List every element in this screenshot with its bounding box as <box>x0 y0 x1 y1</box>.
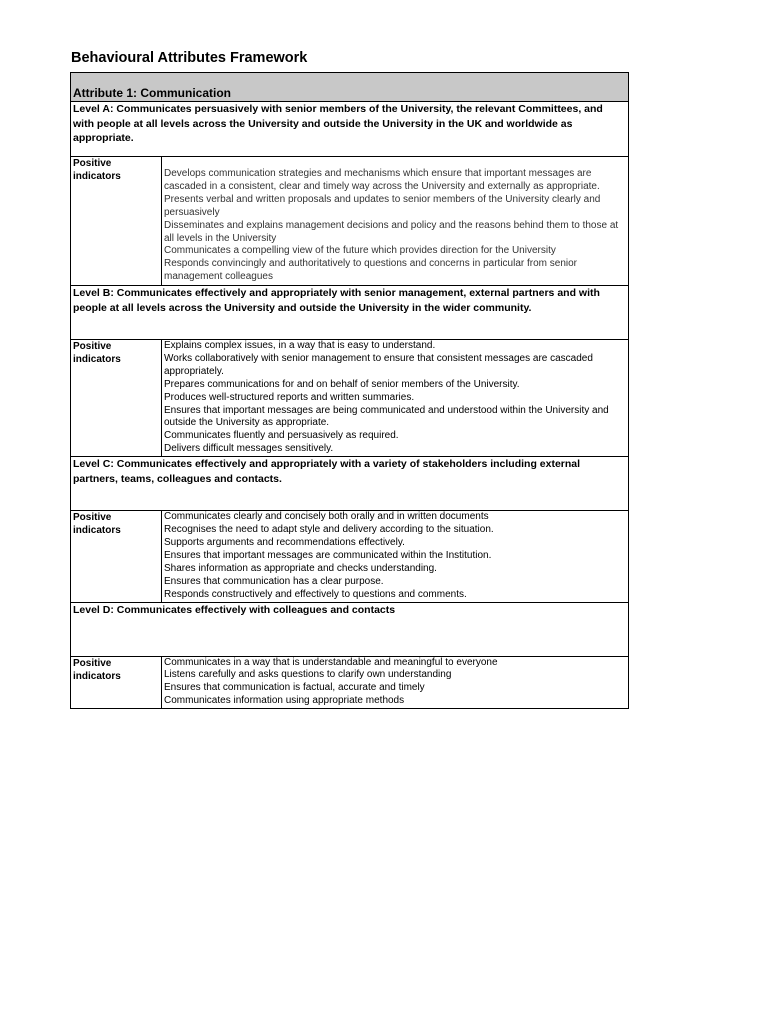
list-item: Presents verbal and written proposals and updates to senior members of the University clearly and persuasively <box>164 193 601 218</box>
list-item: Prepares communications for and on behalf of senior members of the University. <box>164 378 520 390</box>
level-row-b <box>71 286 629 340</box>
list-item: Ensures that important messages are being communicated and understood within the University and outside the University as appropriate. <box>164 404 609 429</box>
level-row-d <box>71 602 629 656</box>
list-item: Communicates information using appropriate methods <box>164 695 405 707</box>
list-item: Delivers difficult messages sensitively. <box>164 443 334 455</box>
list-item: Communicates fluently and persuasively as required. <box>164 430 399 442</box>
positive-indicators-label: Positive indicators <box>71 656 162 709</box>
level-row-a <box>71 102 629 157</box>
indicator-list <box>162 511 629 602</box>
framework-table <box>70 72 629 709</box>
indicator-row-b <box>71 340 629 457</box>
indicator-row-d <box>71 656 629 709</box>
list-item: Responds convincingly and authoritatively to questions and concerns in particular from senior management colleagues <box>164 258 578 283</box>
list-item: Communicates clearly and concisely both orally and in written documents <box>164 511 489 523</box>
list-item: Communicates a compelling view of the future which provides direction for the University <box>164 245 556 257</box>
indicator-row-c <box>71 511 629 602</box>
positive-indicators-label: Positive indicators <box>71 157 162 286</box>
page-title: Behavioural Attributes Framework <box>71 50 308 66</box>
attribute-header-row <box>71 73 629 102</box>
list-item: Ensures that communication is factual, accurate and timely <box>164 682 425 694</box>
level-row-c <box>71 457 629 511</box>
list-item: Produces well-structured reports and written summaries. <box>164 391 415 403</box>
positive-indicators-label: Positive indicators <box>71 511 162 602</box>
level-heading: Level C: Communicates effectively and appropriately with a variety of stakeholders including external partners, teams, colleagues and contacts. <box>71 457 629 511</box>
list-item: Responds constructively and effectively to questions and comments. <box>164 588 467 600</box>
indicator-list <box>162 656 629 709</box>
level-heading: Level B: Communicates effectively and appropriately with senior management, external partners and with people at all levels across the University and outside the University in the wider community. <box>71 286 629 340</box>
list-item: Works collaboratively with senior management to ensure that consistent messages are cascaded appropriately. <box>164 352 593 377</box>
attribute-title: Attribute 1: Communication <box>71 73 629 102</box>
positive-indicators-label: Positive indicators <box>71 340 162 457</box>
list-item: Listens carefully and asks questions to clarify own understanding <box>164 669 452 681</box>
list-item: Communicates in a way that is understandable and meaningful to everyone <box>164 656 498 668</box>
list-item: Shares information as appropriate and checks understanding. <box>164 562 437 574</box>
level-heading: Level A: Communicates persuasively with senior members of the University, the relevant Committees, and with people at all levels across the University and outside the University in the UK and worldwide as appropriate. <box>71 102 629 157</box>
list-item: Ensures that important messages are communicated within the Institution. <box>164 549 492 561</box>
indicator-list <box>162 157 629 286</box>
list-item: Disseminates and explains management decisions and policy and the reasons behind them to those at all levels in the University <box>164 219 619 244</box>
list-item: Develops communication strategies and mechanisms which ensure that important messages are cascaded in a consistent, clear and timely way across the University and externally as appropriate. <box>164 168 600 192</box>
list-item: Explains complex issues, in a way that is easy to understand. <box>164 340 436 351</box>
list-item: Ensures that communication has a clear purpose. <box>164 575 384 587</box>
indicator-row-a <box>71 157 629 286</box>
list-item: Recognises the need to adapt style and delivery according to the situation. <box>164 524 494 536</box>
level-heading: Level D: Communicates effectively with colleagues and contacts <box>71 602 629 656</box>
list-item: Supports arguments and recommendations effectively. <box>164 536 405 548</box>
indicator-list <box>162 340 629 457</box>
